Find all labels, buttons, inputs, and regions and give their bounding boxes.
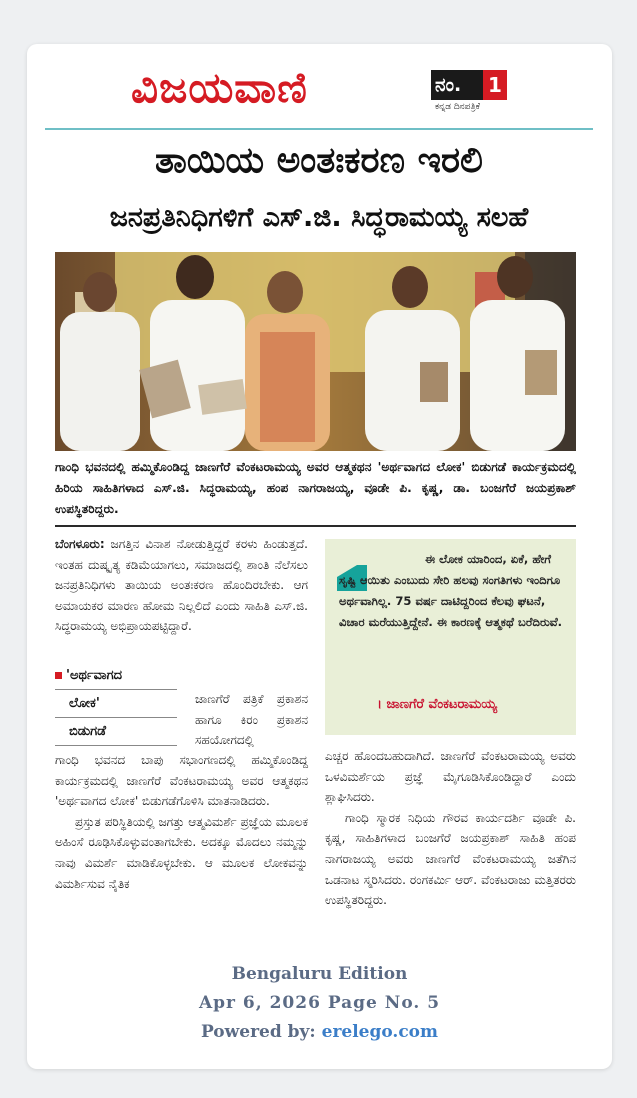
dateline: ಬೆಂಗಳೂರು:	[55, 537, 105, 551]
caption-divider	[55, 525, 576, 527]
powered-by-link[interactable]: erelego.com	[321, 1022, 439, 1042]
masthead	[45, 62, 593, 128]
article-paragraph-4: ಎಚ್ಚರ ಹೊಂದಬಹುದಾಗಿದೆ. ಜಾಣಗೆರೆ ವೆಂಕಟರಾಮಯ್ಯ ಅವರು ಒಳವಿಮರ್ಶೆಯ ಪ್ರಜ್ಞೆ ಮೈಗೂಡಿಸಿಕೊಂಡಿದ್ದಾರೆ ಎಂದು ಶ್ಲಾಘಿಸಿದರು.	[325, 749, 576, 805]
pull-quote-text: ಈ ಲೋಕ ಯಾರಿಂದ, ಏಕೆ, ಹೇಗೆ ಸೃಷ್ಟಿ ಆಯಿತು ಎಂಬುದು ಸೇರಿ ಹಲವು ಸಂಗತಿಗಳು ಇಂದಿಗೂ ಅರ್ಥವಾಗಿಲ್ಲ. 75 ವರ್ಷ ದಾಟಿದ್ದರಿಂದ ಕೆಲವು ಘಟನೆ, ವಿಚಾರ ಮರೆಯುತ್ತಿದ್ದೇನೆ. ಈ ಕಾರಣಕ್ಕೆ ಆತ್ಮಕಥೆ ಬರೆದಿರುವೆ.	[339, 552, 563, 629]
headline: ತಾಯಿಯ ಅಂತಃಕರಣ ಇರಲಿ	[155, 140, 483, 181]
subheading-line-3: ಬಿಡುಗಡೆ	[55, 718, 177, 746]
newspaper-clipping	[45, 62, 593, 948]
subheading-line-1: 'ಅರ್ಥವಾಗದ	[66, 668, 123, 683]
pull-quote-author: । ಜಾಣಗೆರೆ ವೆಂಕಟರಾಮಯ್ಯ	[377, 697, 497, 712]
powered-by	[27, 1022, 612, 1042]
article-column-1-bottom	[55, 750, 308, 894]
badge-prefix: ನಂ.	[435, 74, 462, 96]
badge-number: 1	[483, 70, 507, 100]
pull-quote-box	[325, 539, 576, 735]
powered-by-prefix: Powered by:	[200, 1022, 322, 1042]
article-side-paragraph: ಜಾಣಗೆರೆ ಪತ್ರಿಕೆ ಪ್ರಕಾಶನ ಹಾಗೂ ಕಿರಂ ಪ್ರಕಾಶನ ಸಹಯೋಗದಲ್ಲಿ	[195, 692, 308, 748]
masthead-divider	[45, 128, 593, 130]
masthead-logo: ವಿಜಯವಾಣಿ	[131, 63, 308, 112]
event-photo	[55, 252, 576, 451]
article-column-1-side	[195, 689, 308, 751]
subheading-box	[55, 662, 177, 746]
subheading-line-2: ಲೋಕ'	[55, 690, 177, 718]
article-paragraph-5: ಗಾಂಧಿ ಸ್ಮಾರಕ ನಿಧಿಯ ಗೌರವ ಕಾರ್ಯದರ್ಶಿ ವೂಡೇ ಪಿ. ಕೃಷ್ಣ, ಸಾಹಿತಿಗಳಾದ ಬಂಜಗೆರೆ ಜಯಪ್ರಕಾಶ್ ಸಾಹಿತಿ ಹಂಪ ನಾಗರಾಜಯ್ಯ ಅವರು ಜಾಣಗೆರೆ ವೆಂಕಟರಾಮಯ್ಯ ಜತೆಗಿನ ಒಡನಾಟ ಸ್ಮರಿಸಿದರು. ರಂಗಕರ್ಮಿ ಆರ್. ವೆಂಕಟರಾಜು ಮತ್ತಿತರರು ಉಪಸ್ಥಿತರಿದ್ದರು.	[325, 810, 576, 908]
event-photo-image	[55, 252, 576, 451]
number-one-badge	[431, 70, 507, 100]
masthead-tagline: ಕನ್ನಡ ದಿನಪತ್ರಿಕೆ	[435, 102, 481, 112]
article-lead-paragraph: ಜಗತ್ತಿನ ವಿನಾಶ ನೋಡುತ್ತಿದ್ದರೆ ಕರಳು ಹಿಂಡುತ್ತದೆ. ಇಂತಹ ದುಷ್ಕೃತ್ಯ ಕಡಿಮೆಯಾಗಲು, ಸಮಾಜದಲ್ಲಿ ಶಾಂತಿ ನೆಲೆಸಲು ಜನಪ್ರತಿನಿಧಿಗಳು ತಾಯಿಯ ಅಂತಃಕರಣ ಹೊಂದಿರಬೇಕು. ಆಗ ಅಮಾಯಕರ ಮಾರಣ ಹೋಮ ನಿಲ್ಲಲಿದೆ ಎಂದು ಸಾಹಿತಿ ಎಸ್.ಜಿ. ಸಿದ್ಧರಾಮಯ್ಯ ಅಭಿಪ್ರಾಯಪಟ್ಟಿದ್ದಾರೆ.	[55, 537, 308, 634]
edition-label: Bengaluru Edition	[231, 964, 408, 984]
subheadline: ಜನಪ್ರತಿನಿಧಿಗಳಿಗೆ ಎಸ್.ಜಿ. ಸಿದ್ಧರಾಮಯ್ಯ ಸಲಹೆ	[109, 202, 529, 233]
article-paragraph-2: ಗಾಂಧಿ ಭವನದ ಬಾಪು ಸಭಾಂಗಣದಲ್ಲಿ ಹಮ್ಮಿಕೊಂಡಿದ್ದ ಕಾರ್ಯಕ್ರಮದಲ್ಲಿ ಜಾಣಗೆರೆ ವೆಂಕಟರಾಮಯ್ಯ ಅವರ ಆತ್ಮಕಥನ 'ಅರ್ಥವಾಗದ ಲೋಕ' ಬಿಡುಗಡೆಗೊಳಿಸಿ ಮಾತನಾಡಿದರು.	[55, 753, 308, 809]
article-column-2	[325, 746, 576, 911]
date-page-label: Apr 6, 2026 Page No. 5	[198, 993, 441, 1013]
article-column-1-top	[55, 534, 308, 637]
photo-caption: ಗಾಂಧಿ ಭವನದಲ್ಲಿ ಹಮ್ಮಿಕೊಂಡಿದ್ದ ಜಾಣಗೆರೆ ವೆಂಕಟರಾಮಯ್ಯ ಅವರ ಆತ್ಮಕಥನ 'ಅರ್ಥವಾಗದ ಲೋಕ' ಬಿಡುಗಡೆ ಕಾರ್ಯಕ್ರಮದಲ್ಲಿ ಹಿರಿಯ ಸಾಹಿತಿಗಳಾದ ಎಸ್.ಜಿ. ಸಿದ್ಧರಾಮಯ್ಯ, ಹಂಪ ನಾಗರಾಜಯ್ಯ, ವೂಡೇ ಪಿ. ಕೃಷ್ಣ, ಡಾ. ಬಂಜಗೆರೆ ಜಯಪ್ರಕಾಶ್ ಉಪಸ್ಥಿತರಿದ್ದರು.	[55, 460, 576, 516]
red-square-icon	[55, 672, 62, 679]
article-paragraph-3: ಪ್ರಸ್ತುತ ಪರಿಸ್ಥಿತಿಯಲ್ಲಿ ಜಗತ್ತು ಆತ್ಮವಿಮರ್ಶೆ ಪ್ರಜ್ಞೆಯ ಮೂಲಕ ಅಹಿಂಸೆ ರೂಢಿಸಿಕೊಳ್ಳುವಂತಾಗಬೇಕು. ಅದಕ್ಕೂ ಮೊದಲು ನಮ್ಮನ್ನು ನಾವು ವಿಮರ್ಶೆ ಮಾಡಿಕೊಳ್ಳಬೇಕು. ಆ ಮೂಲಕ ಲೋಕವನ್ನು ವಿಮರ್ಶಿಸುವ ನೈತಿಕ	[55, 814, 308, 891]
